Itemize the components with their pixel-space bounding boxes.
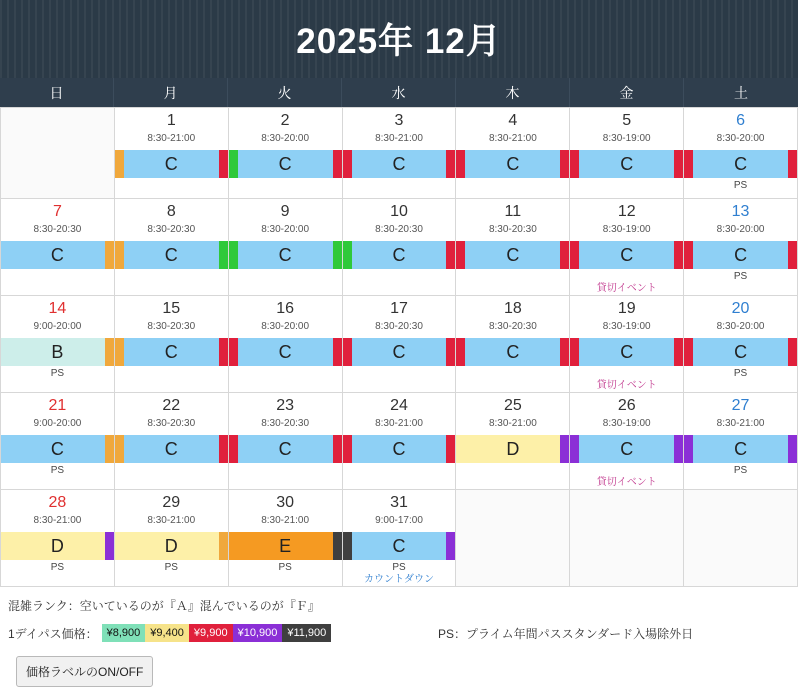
crowd-rank-bar: [115, 532, 228, 560]
day-number: 20: [731, 300, 750, 317]
prime-pass-exclusion-label: [115, 271, 228, 283]
price-marker-right: [219, 150, 228, 178]
calendar-day-cell[interactable]: [343, 393, 457, 490]
calendar-day-cell[interactable]: [456, 199, 570, 296]
prime-pass-exclusion-label: PS: [733, 465, 748, 476]
crowd-rank-bar: [456, 338, 569, 366]
prime-pass-exclusion-label: PS: [733, 271, 748, 282]
day-number: 19: [617, 300, 636, 317]
crowd-rank-bar: [115, 241, 228, 269]
prime-pass-exclusion-label: [456, 180, 569, 192]
calendar-cell-empty: [456, 490, 570, 587]
price-marker-left: [229, 338, 238, 366]
price-marker-left: [343, 532, 352, 560]
rank-letter: E: [279, 536, 292, 556]
day-note: 貸切イベント: [596, 477, 657, 488]
price-marker-left: [343, 241, 352, 269]
opening-hours: 8:30-20:30: [147, 321, 196, 332]
crowd-rank-bar: [229, 150, 342, 178]
weekday-header-5: 金: [570, 78, 684, 107]
price-marker-right: [674, 435, 683, 463]
price-marker-left: [229, 435, 238, 463]
prime-pass-exclusion-label: [343, 465, 456, 477]
calendar-cell-empty: [1, 108, 115, 199]
prime-pass-exclusion-label: [1, 271, 114, 283]
rank-letter: C: [392, 536, 406, 556]
calendar-day-cell[interactable]: [229, 393, 343, 490]
price-marker-left: [229, 241, 238, 269]
opening-hours: 8:30-21:00: [147, 515, 196, 526]
rank-letter: C: [392, 245, 406, 265]
price-marker-right: [219, 532, 228, 560]
prime-pass-exclusion-label: [343, 368, 456, 380]
day-number: 22: [162, 397, 181, 414]
opening-hours: 8:30-21:00: [488, 418, 537, 429]
price-chip-list: [102, 624, 332, 642]
day-number: 1: [166, 112, 176, 129]
price-marker-right: [446, 532, 455, 560]
opening-hours: 8:30-19:00: [602, 224, 651, 235]
rank-letter: C: [164, 342, 178, 362]
price-marker-right: [560, 338, 569, 366]
day-number: 17: [390, 300, 408, 317]
price-marker-right: [446, 435, 455, 463]
opening-hours: 8:30-21:00: [375, 418, 423, 429]
price-marker-left: [456, 435, 465, 463]
price-marker-right: [788, 241, 797, 269]
price-marker-left: [1, 435, 10, 463]
calendar-day-cell[interactable]: [456, 296, 570, 393]
rank-letter: C: [50, 439, 64, 459]
rank-letter: C: [620, 342, 634, 362]
prime-pass-exclusion-label: PS: [50, 368, 65, 379]
prime-pass-exclusion-label: [570, 180, 683, 192]
opening-hours: 8:30-20:30: [375, 224, 423, 235]
calendar-grid: [0, 107, 798, 587]
calendar-day-cell[interactable]: [684, 199, 798, 296]
page-title: 2025年 12月: [296, 22, 502, 61]
price-marker-left: [684, 241, 693, 269]
opening-hours: 8:30-20:30: [488, 321, 537, 332]
price-marker-right: [333, 241, 342, 269]
crowd-rank-bar: [1, 532, 114, 560]
day-number: 27: [731, 397, 750, 414]
ps-note: PS：プライム年間パススタンダード入場除外日: [438, 626, 694, 641]
opening-hours: 8:30-19:00: [602, 133, 651, 144]
day-number: 25: [503, 397, 522, 414]
price-marker-right: [105, 435, 114, 463]
crowd-rank-bar: [343, 338, 456, 366]
rank-letter: C: [164, 439, 178, 459]
price-marker-right: [446, 150, 455, 178]
price-marker-right: [333, 150, 342, 178]
calendar-day-cell[interactable]: [456, 393, 570, 490]
price-marker-left: [570, 150, 579, 178]
opening-hours: 8:30-20:00: [261, 133, 310, 144]
opening-hours: 9:00-17:00: [375, 515, 423, 526]
calendar-day-cell[interactable]: [115, 490, 229, 587]
crowd-rank-bar: [115, 435, 228, 463]
day-number: 11: [504, 203, 522, 220]
calendar-day-cell[interactable]: [684, 108, 798, 199]
opening-hours: 8:30-20:00: [261, 224, 310, 235]
price-marker-left: [456, 338, 465, 366]
crowd-rank-bar: [456, 150, 569, 178]
price-marker-right: [674, 150, 683, 178]
opening-hours: 8:30-20:00: [716, 224, 765, 235]
title-bar: [0, 0, 798, 78]
prime-pass-exclusion-label: [570, 271, 683, 283]
crowd-rank-bar: [1, 338, 114, 366]
price-marker-left: [115, 338, 124, 366]
opening-hours: 9:00-20:00: [33, 321, 82, 332]
day-number: 4: [508, 112, 518, 129]
prime-pass-exclusion-label: PS: [164, 562, 178, 573]
calendar-day-cell[interactable]: [343, 296, 457, 393]
prime-pass-exclusion-label: [570, 368, 683, 380]
day-number: 30: [276, 494, 295, 511]
calendar-day-cell[interactable]: [115, 296, 229, 393]
crowd-rank-bar: [570, 338, 683, 366]
rank-letter: B: [51, 342, 64, 362]
day-number: 7: [52, 203, 62, 220]
prime-pass-exclusion-label: PS: [50, 465, 65, 476]
price-marker-right: [560, 150, 569, 178]
price-marker-right: [446, 241, 455, 269]
calendar-day-cell[interactable]: [570, 393, 684, 490]
price-marker-right: [333, 338, 342, 366]
opening-hours: 8:30-21:00: [488, 133, 537, 144]
price-marker-right: [446, 338, 455, 366]
day-number: 28: [48, 494, 67, 511]
calendar-day-cell[interactable]: [1, 199, 115, 296]
calendar-day-cell[interactable]: [229, 108, 343, 199]
weekday-header-0: 日: [0, 78, 114, 107]
rank-letter: C: [278, 245, 292, 265]
crowd-rank-bar: [684, 338, 797, 366]
opening-hours: 8:30-20:30: [488, 224, 537, 235]
calendar-day-cell[interactable]: [570, 296, 684, 393]
calendar-cell-empty: [570, 490, 684, 587]
crowd-rank-bar: [115, 338, 228, 366]
crowd-rank-bar: [456, 435, 569, 463]
rank-letter: C: [164, 245, 178, 265]
legend-area: [0, 587, 798, 687]
price-marker-left: [343, 338, 352, 366]
calendar-day-cell[interactable]: [684, 296, 798, 393]
price-marker-left: [684, 338, 693, 366]
opening-hours: 8:30-20:00: [261, 321, 310, 332]
rank-letter: C: [164, 154, 178, 174]
price-label-toggle-button[interactable]: 価格ラベルのON/OFF: [16, 656, 153, 687]
price-marker-right: [105, 532, 114, 560]
prime-pass-exclusion-label: [456, 465, 569, 477]
price-marker-right: [219, 435, 228, 463]
calendar-day-cell[interactable]: [115, 393, 229, 490]
calendar-day-cell[interactable]: [1, 296, 115, 393]
crowd-rank-bar: [1, 435, 114, 463]
day-number: 9: [280, 203, 290, 220]
crowd-rank-bar: [343, 241, 456, 269]
price-marker-left: [1, 241, 10, 269]
prime-pass-exclusion-label: [229, 271, 342, 283]
rank-letter: C: [620, 154, 634, 174]
day-number: 10: [390, 203, 408, 220]
day-number: 2: [280, 112, 290, 129]
price-marker-left: [229, 532, 238, 560]
price-marker-left: [570, 338, 579, 366]
price-marker-right: [333, 435, 342, 463]
prime-pass-exclusion-label: [229, 368, 342, 380]
price-marker-right: [219, 241, 228, 269]
price-marker-right: [788, 435, 797, 463]
rank-letter: C: [734, 342, 748, 362]
calendar-day-cell[interactable]: [456, 108, 570, 199]
opening-hours: 8:30-20:00: [716, 133, 765, 144]
weekday-header-3: 水: [342, 78, 456, 107]
calendar-cell-empty: [684, 490, 798, 587]
opening-hours: 8:30-19:00: [602, 321, 651, 332]
crowd-rank-bar: [570, 435, 683, 463]
day-number: 29: [162, 494, 181, 511]
calendar-day-cell[interactable]: [115, 199, 229, 296]
weekday-header-1: 月: [114, 78, 228, 107]
opening-hours: 8:30-21:00: [33, 515, 82, 526]
day-number: 12: [617, 203, 636, 220]
day-number: 31: [390, 494, 408, 511]
day-number: 24: [390, 397, 408, 414]
day-number: 13: [731, 203, 750, 220]
opening-hours: 8:30-19:00: [602, 418, 651, 429]
day-number: 16: [276, 300, 295, 317]
prime-pass-exclusion-label: [343, 180, 456, 192]
price-legend-row: [8, 624, 790, 642]
price-marker-left: [684, 435, 693, 463]
rank-letter: C: [506, 245, 520, 265]
weekday-header-4: 木: [456, 78, 570, 107]
price-marker-right: [788, 150, 797, 178]
rank-letter: D: [50, 536, 64, 556]
prime-pass-exclusion-label: [570, 465, 683, 477]
opening-hours: 8:30-21:00: [375, 133, 423, 144]
rank-letter: C: [506, 342, 520, 362]
price-marker-right: [219, 338, 228, 366]
rank-letter: C: [620, 439, 634, 459]
weekday-header-2: 火: [228, 78, 342, 107]
day-number: 21: [48, 397, 67, 414]
price-chip-2: ¥9,900: [189, 624, 233, 642]
day-number: 15: [162, 300, 181, 317]
price-chip-0: ¥8,900: [102, 624, 146, 642]
rank-letter: C: [734, 245, 748, 265]
prime-pass-exclusion-label: [115, 180, 228, 192]
crowd-rank-bar: [229, 435, 342, 463]
rank-letter: C: [278, 439, 292, 459]
prime-pass-exclusion-label: [229, 465, 342, 477]
prime-pass-exclusion-label: [115, 368, 228, 380]
prime-pass-exclusion-label: PS: [733, 368, 748, 379]
price-marker-left: [343, 435, 352, 463]
crowd-rank-bar: [343, 435, 456, 463]
day-note: カウントダウン: [363, 574, 434, 585]
opening-hours: 8:30-21:00: [261, 515, 310, 526]
calendar-day-cell[interactable]: [570, 199, 684, 296]
crowd-rank-bar: [684, 241, 797, 269]
day-number: 26: [617, 397, 636, 414]
rank-letter: C: [734, 154, 748, 174]
price-chip-4: ¥11,900: [282, 624, 331, 642]
opening-hours: 8:30-20:30: [375, 321, 423, 332]
calendar-day-cell[interactable]: [229, 296, 343, 393]
price-marker-right: [105, 338, 114, 366]
price-marker-right: [560, 435, 569, 463]
price-chip-3: ¥10,900: [233, 624, 283, 642]
crowd-rank-bar: [570, 150, 683, 178]
rank-letter: C: [734, 439, 748, 459]
rank-letter: C: [278, 154, 292, 174]
crowd-rank-bar: [229, 241, 342, 269]
price-marker-left: [115, 532, 124, 560]
prime-pass-exclusion-label: [456, 271, 569, 283]
opening-hours: 8:30-21:00: [147, 133, 196, 144]
price-marker-left: [570, 435, 579, 463]
rank-letter: D: [164, 536, 178, 556]
day-number: 23: [276, 397, 295, 414]
opening-hours: 8:30-20:30: [33, 224, 82, 235]
rank-letter: C: [392, 342, 406, 362]
price-chip-1: ¥9,400: [145, 624, 189, 642]
rank-letter: C: [392, 439, 406, 459]
price-marker-left: [229, 150, 238, 178]
crowd-rank-bar: [115, 150, 228, 178]
calendar-day-cell[interactable]: [684, 393, 798, 490]
price-legend-label: 1デイパス価格：: [8, 626, 98, 641]
calendar-day-cell[interactable]: [570, 108, 684, 199]
opening-hours: 9:00-20:00: [33, 418, 82, 429]
rank-letter: C: [278, 342, 292, 362]
price-marker-left: [115, 435, 124, 463]
price-marker-left: [456, 241, 465, 269]
opening-hours: 8:30-20:30: [147, 224, 196, 235]
crowd-rank-bar: [229, 338, 342, 366]
price-marker-right: [674, 241, 683, 269]
day-number: 3: [394, 112, 404, 129]
prime-pass-exclusion-label: [456, 368, 569, 380]
opening-hours: 8:30-20:00: [716, 321, 765, 332]
prime-pass-exclusion-label: PS: [392, 562, 406, 573]
price-marker-left: [684, 150, 693, 178]
weekday-header-row: [0, 78, 798, 107]
price-marker-left: [343, 150, 352, 178]
price-marker-right: [333, 532, 342, 560]
prime-pass-exclusion-label: PS: [733, 180, 748, 191]
price-marker-left: [1, 338, 10, 366]
day-number: 8: [166, 203, 176, 220]
prime-pass-exclusion-label: [343, 271, 456, 283]
weekday-header-6: 土: [734, 84, 748, 101]
calendar-day-cell[interactable]: [229, 490, 343, 587]
crowd-rank-bar: [343, 532, 456, 560]
rank-letter: C: [506, 154, 520, 174]
prime-pass-exclusion-label: [229, 180, 342, 192]
day-number: 14: [48, 300, 67, 317]
rank-letter: D: [506, 439, 520, 459]
crowd-rank-bar: [684, 435, 797, 463]
opening-hours: 8:30-20:30: [147, 418, 196, 429]
price-marker-left: [115, 241, 124, 269]
day-number: 5: [622, 112, 632, 129]
rank-legend-text: 混雑ランク：空いているのが『Ａ』混んでいるのが『Ｆ』: [8, 599, 320, 613]
crowd-rank-bar: [570, 241, 683, 269]
calendar-day-cell[interactable]: [343, 490, 457, 587]
price-marker-right: [560, 241, 569, 269]
prime-pass-exclusion-label: [115, 465, 228, 477]
calendar-day-cell[interactable]: [343, 108, 457, 199]
crowd-rank-bar: [1, 241, 114, 269]
price-marker-right: [105, 241, 114, 269]
price-marker-right: [788, 338, 797, 366]
prime-pass-exclusion-label: PS: [278, 562, 292, 573]
rank-letter: C: [392, 154, 406, 174]
day-note: 貸切イベント: [596, 283, 657, 294]
crowd-rank-bar: [456, 241, 569, 269]
crowd-rank-bar: [684, 150, 797, 178]
calendar-day-cell[interactable]: [229, 199, 343, 296]
rank-letter: C: [50, 245, 64, 265]
day-number: 18: [503, 300, 522, 317]
price-marker-left: [456, 150, 465, 178]
prime-pass-exclusion-label: PS: [50, 562, 65, 573]
crowd-rank-bar: [343, 150, 456, 178]
calendar-day-cell[interactable]: [343, 199, 457, 296]
calendar-day-cell[interactable]: [115, 108, 229, 199]
opening-hours: 8:30-21:00: [716, 418, 765, 429]
price-marker-left: [115, 150, 124, 178]
opening-hours: 8:30-20:30: [261, 418, 310, 429]
price-marker-right: [674, 338, 683, 366]
day-number: 6: [736, 112, 746, 129]
rank-letter: C: [620, 245, 634, 265]
day-note: 貸切イベント: [596, 380, 657, 391]
price-marker-left: [1, 532, 10, 560]
calendar-day-cell[interactable]: [1, 393, 115, 490]
crowd-rank-bar: [229, 532, 342, 560]
price-marker-left: [570, 241, 579, 269]
calendar-day-cell[interactable]: [1, 490, 115, 587]
